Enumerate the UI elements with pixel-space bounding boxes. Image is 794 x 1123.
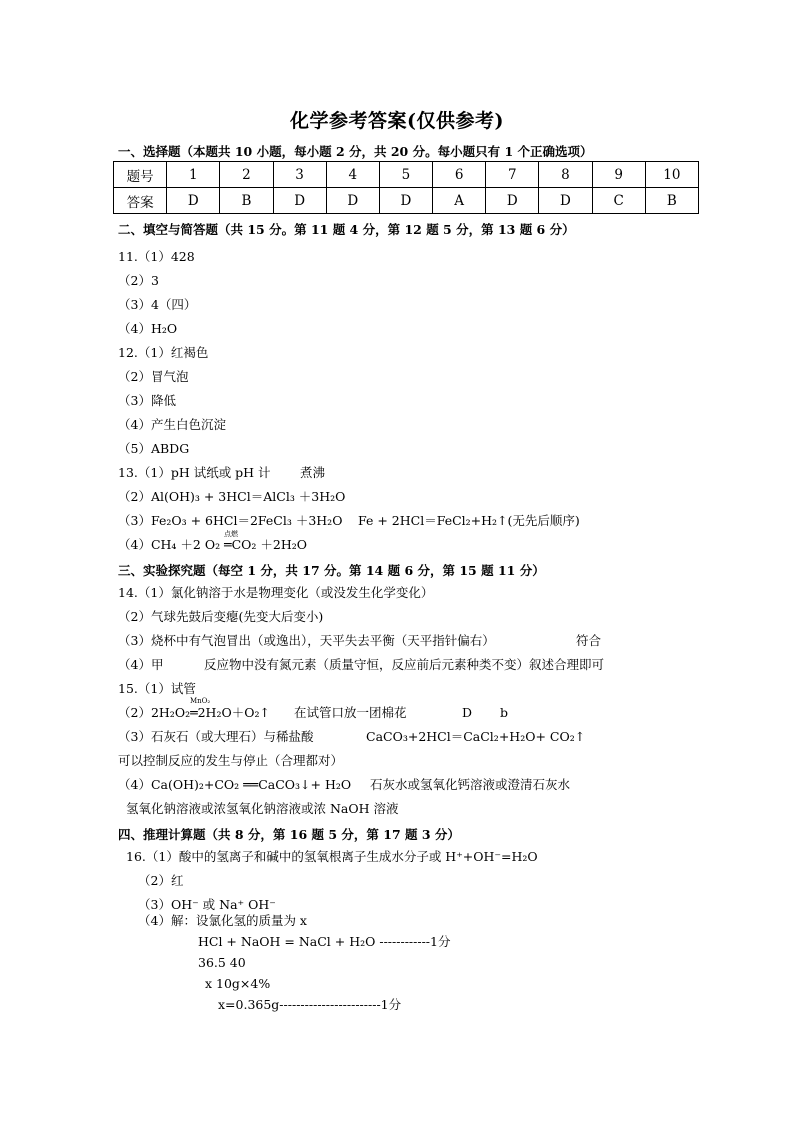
q12-answer-5: （5）ABDG: [118, 441, 190, 456]
q12-answer-2: （2）冒气泡: [118, 369, 189, 384]
q16-mass-ratio: x 10g×4%: [205, 976, 271, 991]
q11-answer-2: （2）3: [118, 273, 159, 288]
q16-answer-1: 16.（1）酸中的氢离子和碱中的氢氧根离子生成水分子或 H⁺+OH⁻=H₂O: [126, 849, 538, 864]
page-title: 化学参考答案(仅供参考): [290, 110, 504, 132]
answer-cell: A: [433, 188, 486, 214]
q15-answer-4c: 氢氧化钠溶液或浓氢氧化钠溶液或浓 NaOH 溶液: [126, 801, 399, 816]
q16-answer-3: （3）OH⁻ 或 Na⁺ OH⁻: [138, 897, 276, 912]
q14-answer-3b: 符合: [576, 633, 602, 648]
q15-answer-2a: （2）2H₂O₂═2H₂O＋O₂↑: [118, 705, 270, 720]
q11-answer-4: （4）H₂O: [118, 321, 178, 336]
q15-answer-2d: b: [500, 705, 509, 720]
question-number-cell: 1: [167, 162, 220, 188]
q14-answer-2: （2）气球先鼓后变瘪(先变大后变小): [118, 609, 324, 624]
table-header-cell: 答案: [114, 188, 167, 214]
q15-answer-3c: 可以控制反应的发生与停止（合理都对）: [118, 753, 344, 768]
q13-reaction-condition: 点燃: [224, 530, 238, 538]
q15-catalyst-label: MnO₂: [190, 697, 211, 705]
q13-answer-1a: 13.（1）pH 试纸或 pH 计: [118, 465, 271, 480]
q15-answer-4b: 石灰水或氢氧化钙溶液或澄清石灰水: [370, 777, 571, 792]
q13-answer-3b: Fe + 2HCl＝FeCl₂+H₂↑(无先后顺序): [358, 513, 580, 528]
table-row-numbers: [114, 162, 699, 188]
question-number-cell: 6: [433, 162, 486, 188]
q16-answer-2: （2）红: [138, 873, 184, 888]
question-number-cell: 5: [379, 162, 432, 188]
q12-answer-4: （4）产生白色沉淀: [118, 417, 226, 432]
question-number-cell: 10: [645, 162, 698, 188]
answer-cell: D: [379, 188, 432, 214]
question-number-cell: 7: [486, 162, 539, 188]
q14-answer-4b: 反应物中没有氮元素（质量守恒，反应前后元素种类不变）叙述合理即可: [204, 657, 605, 672]
q15-answer-3a: （3）石灰石（或大理石）与稀盐酸: [118, 729, 314, 744]
table-row-answers: [114, 188, 699, 214]
answer-cell: D: [273, 188, 326, 214]
table-header-cell: 题号: [114, 162, 167, 188]
q13-answer-4: （4）CH₄ ＋2 O₂ ═CO₂ ＋2H₂O: [118, 537, 307, 552]
section-heading-experiment: 三、实验探究题（每空 1 分，共 17 分。第 14 题 6 分，第 15 题 11 分）: [118, 563, 545, 578]
q15-answer-2c: D: [462, 705, 473, 720]
answer-table: [113, 161, 699, 214]
q15-answer-4a: （4）Ca(OH)₂+CO₂ ══CaCO₃↓+ H₂O: [118, 777, 352, 792]
q15-answer-3b: CaCO₃+2HCl＝CaCl₂+H₂O+ CO₂↑: [366, 729, 586, 744]
answer-cell: D: [539, 188, 592, 214]
section-heading-choice: 一、选择题（本题共 10 小题，每小题 2 分，共 20 分。每小题只有 1 个正确选项）: [118, 144, 593, 159]
q16-result: x=0.365g------------------------1分: [218, 997, 402, 1012]
question-number-cell: 2: [220, 162, 273, 188]
q14-answer-1: 14.（1）氯化钠溶于水是物理变化（或没发生化学变化）: [118, 585, 434, 600]
q15-answer-1: 15.（1）试管: [118, 681, 196, 696]
answer-cell: B: [645, 188, 698, 214]
answer-cell: B: [220, 188, 273, 214]
q14-answer-4a: （4）甲: [118, 657, 164, 672]
q15-answer-2b: 在试管口放一团棉花: [294, 705, 407, 720]
section-heading-fill: 二、填空与简答题（共 15 分。第 11 题 4 分，第 12 题 5 分，第 13 题 6 分）: [118, 222, 575, 237]
answer-cell: D: [326, 188, 379, 214]
q16-molar-mass: 36.5 40: [198, 955, 246, 970]
q12-answer-1: 12.（1）红褐色: [118, 345, 209, 360]
q13-answer-3a: （3）Fe₂O₃ + 6HCl＝2FeCl₃ ＋3H₂O: [118, 513, 343, 528]
q13-answer-1b: 煮沸: [300, 465, 326, 480]
q16-answer-4: （4）解：设氯化氢的质量为 x: [138, 913, 307, 928]
question-number-cell: 4: [326, 162, 379, 188]
q13-answer-2: （2）Al(OH)₃ + 3HCl＝AlCl₃ ＋3H₂O: [118, 489, 346, 504]
question-number-cell: 3: [273, 162, 326, 188]
question-number-cell: 8: [539, 162, 592, 188]
answer-cell: C: [592, 188, 645, 214]
question-number-cell: 9: [592, 162, 645, 188]
q12-answer-3: （3）降低: [118, 393, 176, 408]
q16-equation: HCl + NaOH = NaCl + H₂O ------------1分: [198, 934, 451, 949]
section-heading-calculation: 四、推理计算题（共 8 分，第 16 题 5 分，第 17 题 3 分）: [118, 827, 460, 842]
q11-answer-3: （3）4（四）: [118, 297, 197, 312]
q14-answer-3a: （3）烧杯中有气泡冒出（或逸出），天平失去平衡（天平指针偏右）: [118, 633, 495, 648]
answer-cell: D: [486, 188, 539, 214]
q11-answer-1: 11.（1）428: [118, 249, 195, 264]
answer-cell: D: [167, 188, 220, 214]
